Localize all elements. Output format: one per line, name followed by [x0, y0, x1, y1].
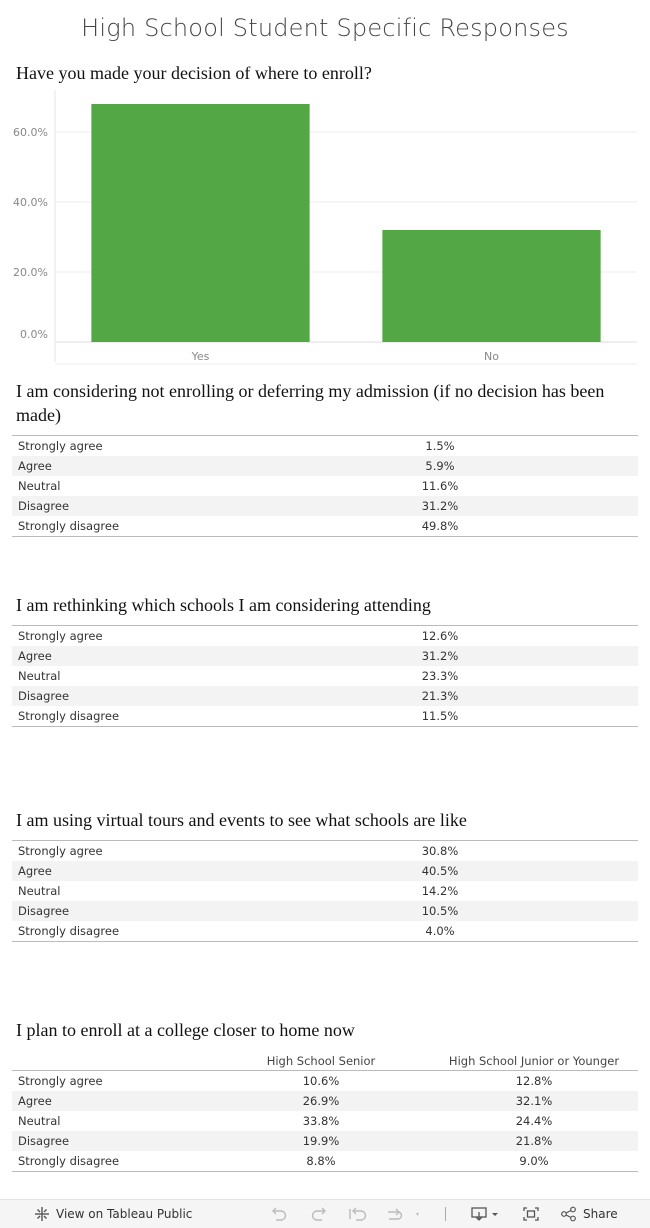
table-row — [12, 1131, 638, 1151]
table-row — [12, 901, 638, 921]
table-row — [12, 706, 638, 727]
revert-button[interactable] — [348, 1200, 368, 1228]
table-4-title: I plan to enroll at a college closer to home now — [16, 1020, 355, 1040]
senior-value: 33.8% — [302, 1114, 340, 1128]
column-header-senior: High School Senior — [266, 1054, 376, 1068]
tableau-toolbar — [0, 1199, 650, 1228]
download-icon — [470, 1206, 502, 1222]
table-row — [12, 496, 638, 516]
row-label: Strongly disagree — [18, 924, 120, 938]
junior-value: 21.8% — [430, 1131, 638, 1151]
table-row — [12, 436, 638, 457]
undo-button[interactable] — [270, 1200, 288, 1228]
table-row — [12, 456, 638, 476]
row-value: 31.2% — [242, 646, 638, 666]
row-label: Disagree — [12, 496, 242, 516]
row-value: 23.3% — [421, 669, 459, 683]
table-1 — [12, 435, 638, 537]
share-label: Share — [583, 1207, 618, 1221]
table-row — [12, 1151, 638, 1172]
table-row — [12, 881, 638, 901]
row-value: 10.5% — [242, 901, 638, 921]
row-label: Neutral — [18, 1114, 61, 1128]
fullscreen-button[interactable] — [522, 1200, 540, 1228]
table-row — [12, 1111, 638, 1131]
table-row — [12, 666, 638, 686]
junior-value: 32.1% — [430, 1091, 638, 1111]
row-value: 11.6% — [421, 479, 459, 493]
table-row — [12, 476, 638, 496]
row-value: 14.2% — [421, 884, 459, 898]
column-header-blank — [12, 1050, 212, 1072]
tableau-logo-icon — [34, 1206, 50, 1222]
table-2-title: I am rethinking which schools I am considering attending — [16, 595, 431, 615]
refresh-icon — [385, 1206, 421, 1222]
bar-yes[interactable] — [91, 104, 309, 342]
senior-value: 26.9% — [212, 1091, 430, 1111]
row-label: Agree — [12, 1091, 212, 1111]
table-1-title: I am considering not enrolling or deferring my admission (if no decision has been made) — [16, 381, 605, 425]
row-label: Strongly disagree — [18, 709, 120, 723]
row-label: Strongly disagree — [18, 1154, 120, 1168]
row-value: 49.8% — [421, 519, 459, 533]
table-row — [12, 921, 638, 942]
y-tick-label: 20.0% — [13, 266, 48, 279]
download-button[interactable] — [470, 1200, 502, 1228]
table-row — [12, 686, 638, 706]
table-row — [12, 861, 638, 881]
table-row — [12, 626, 638, 647]
row-label: Strongly agree — [18, 844, 103, 858]
senior-value: 10.6% — [302, 1074, 340, 1088]
table-4 — [12, 1070, 638, 1172]
view-on-tableau-label: View on Tableau Public — [56, 1207, 193, 1221]
x-tick-label: No — [484, 350, 499, 363]
row-value: 40.5% — [242, 861, 638, 881]
junior-value: 12.8% — [515, 1074, 553, 1088]
x-tick-label: Yes — [191, 350, 210, 363]
table-2 — [12, 625, 638, 727]
row-label: Disagree — [12, 1131, 212, 1151]
row-value: 30.8% — [421, 844, 459, 858]
junior-value: 24.4% — [515, 1114, 553, 1128]
row-value: 31.2% — [242, 496, 638, 516]
bar-no[interactable] — [382, 230, 600, 342]
row-label: Strongly disagree — [18, 519, 120, 533]
table-3 — [12, 840, 638, 942]
row-value: 21.3% — [242, 686, 638, 706]
share-icon — [560, 1206, 578, 1222]
row-label: Strongly agree — [18, 439, 103, 453]
row-label: Strongly agree — [18, 629, 103, 643]
redo-button[interactable] — [310, 1200, 328, 1228]
revert-icon — [348, 1206, 368, 1222]
y-tick-label: 0.0% — [20, 328, 48, 341]
row-label: Agree — [12, 646, 242, 666]
table-row — [12, 646, 638, 666]
table-row — [12, 841, 638, 862]
table-3-title: I am using virtual tours and events to see what schools are like — [16, 810, 467, 830]
view-on-tableau-link[interactable] — [34, 1200, 192, 1228]
y-tick-label: 40.0% — [13, 196, 48, 209]
y-tick-label: 60.0% — [13, 126, 48, 139]
row-label: Neutral — [18, 669, 61, 683]
junior-value: 9.0% — [519, 1154, 549, 1168]
row-value: 11.5% — [421, 709, 459, 723]
chart-title: Have you made your decision of where to enroll? — [16, 63, 372, 83]
senior-value: 8.8% — [306, 1154, 336, 1168]
refresh-button[interactable] — [385, 1200, 421, 1228]
row-label: Neutral — [18, 884, 61, 898]
row-value: 12.6% — [421, 629, 459, 643]
fullscreen-icon — [522, 1206, 540, 1222]
row-label: Neutral — [18, 479, 61, 493]
table-row — [12, 1091, 638, 1111]
row-label: Disagree — [12, 686, 242, 706]
column-header-junior: High School Junior or Younger — [448, 1054, 620, 1068]
row-value: 5.9% — [242, 456, 638, 476]
dashboard-title: High School Student Specific Responses — [81, 14, 569, 42]
table-row — [12, 1071, 638, 1092]
row-value: 1.5% — [425, 439, 455, 453]
senior-value: 19.9% — [212, 1131, 430, 1151]
row-label: Agree — [12, 456, 242, 476]
undo-icon — [270, 1206, 288, 1222]
share-button[interactable] — [560, 1200, 618, 1228]
row-label: Agree — [12, 861, 242, 881]
row-label: Disagree — [12, 901, 242, 921]
redo-icon — [310, 1206, 328, 1222]
row-value: 4.0% — [425, 924, 455, 938]
row-label: Strongly agree — [18, 1074, 103, 1088]
table-row — [12, 516, 638, 537]
decision-bar-chart — [0, 90, 650, 370]
toolbar-divider — [445, 1207, 446, 1221]
